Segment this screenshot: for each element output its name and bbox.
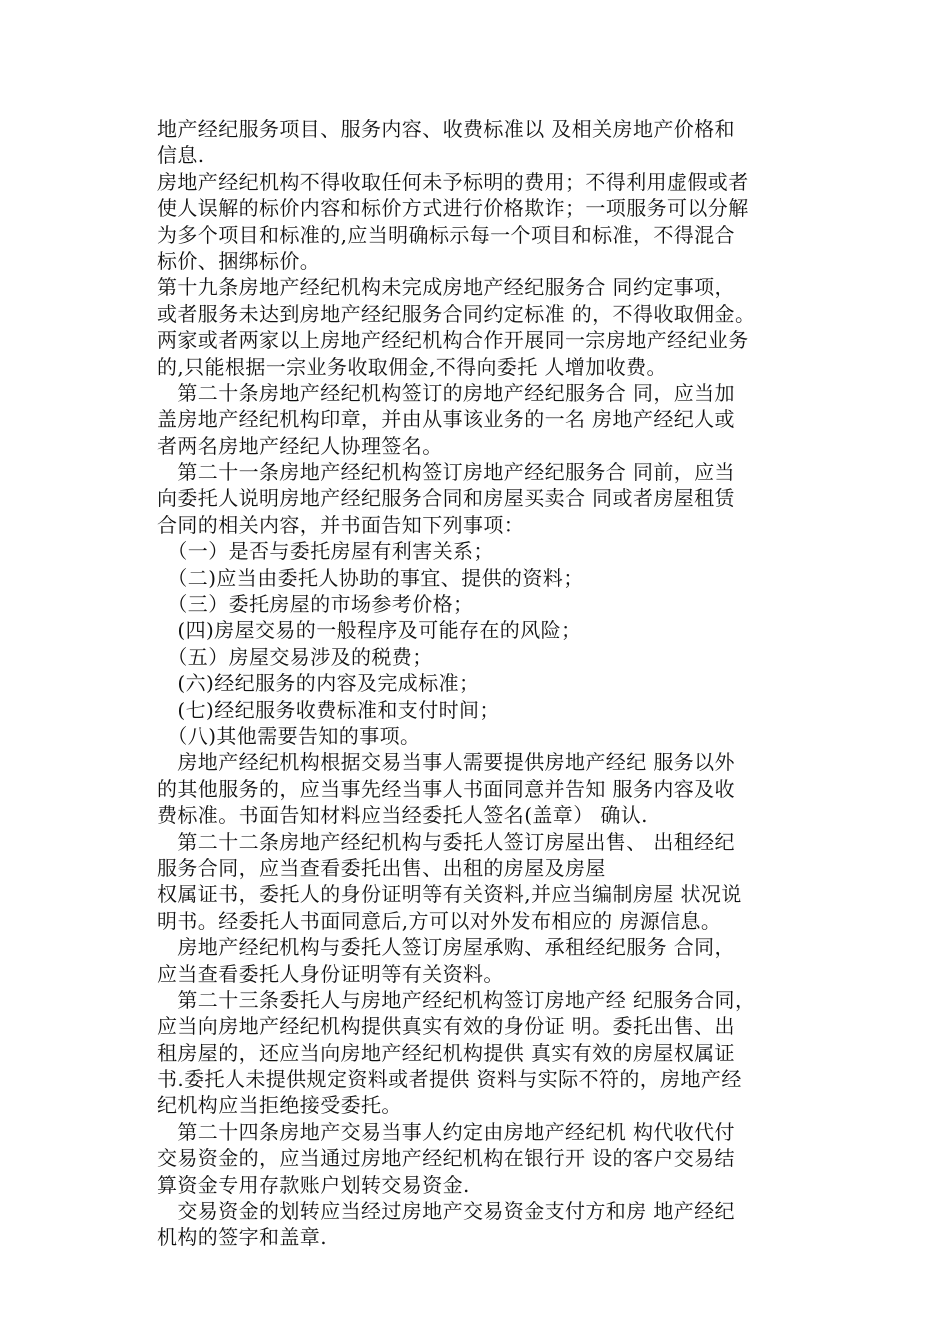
text-line: 的其他服务的，应当事先经当事人书面同意并告知 服务内容及收 bbox=[157, 776, 735, 801]
text-line: 房地产经纪机构与委托人签订房屋承购、承租经纪服务 合同， bbox=[157, 935, 735, 960]
text-line: 算资金专用存款账户划转交易资金. bbox=[157, 1172, 470, 1197]
text-line: 地产经纪服务项目、服务内容、收费标准以 及相关房地产价格和 bbox=[157, 117, 735, 141]
text-line: 权属证书，委托人的身份证明等有关资料,并应当编制房屋 状况说 bbox=[157, 882, 742, 907]
text-line: （三）委托房屋的市场参考价格； bbox=[157, 592, 474, 617]
text-line: (六)经纪服务的内容及完成标准； bbox=[157, 671, 480, 696]
text-line: 费标准。书面告知材料应当经委托人签名(盖章） 确认. bbox=[157, 803, 648, 828]
text-line: 标价、捆绑标价。 bbox=[157, 248, 321, 273]
text-line: 第二十二条房地产经纪机构与委托人签订房屋出售、 出租经纪 bbox=[157, 829, 735, 854]
text-line: (四)房屋交易的一般程序及可能存在的风险； bbox=[157, 618, 582, 643]
text-line: （二)应当由委托人协助的事宜、提供的资料； bbox=[157, 565, 584, 590]
text-line: 应当查看委托人身份证明等有关资料。 bbox=[157, 961, 504, 986]
text-line: 房地产经纪机构不得收取任何未予标明的费用；不得利用虚假或者 bbox=[157, 169, 749, 194]
text-line: （八)其他需要告知的事项。 bbox=[157, 723, 421, 748]
text-line: 盖房地产经纪机构印章，并由从事该业务的一名 房地产经纪人或 bbox=[157, 407, 735, 432]
text-line: 机构的签字和盖章. bbox=[157, 1225, 327, 1250]
text-line: 信息. bbox=[157, 143, 205, 168]
text-line: 应当向房地产经纪机构提供真实有效的身份证 明。委托出售、出 bbox=[157, 1014, 735, 1039]
text-line: 第二十条房地产经纪机构签订的房地产经纪服务合 同，应当加 bbox=[157, 380, 735, 405]
text-line: 的,只能根据一宗业务收取佣金,不得向委托 人增加收费。 bbox=[157, 354, 667, 379]
document-body bbox=[157, 116, 807, 1251]
text-line: 向委托人说明房地产经纪服务合同和房屋买卖合 同或者房屋租赁 bbox=[157, 486, 735, 511]
text-line: 交易资金的，应当通过房地产经纪机构在银行开 设的客户交易结 bbox=[157, 1146, 735, 1171]
text-line: （一）是否与委托房屋有利害关系； bbox=[157, 539, 494, 564]
text-line: 服务合同，应当查看委托出售、出租的房屋及房屋 bbox=[157, 855, 606, 880]
text-line: 明书。经委托人书面同意后,方可以对外发布相应的 房源信息。 bbox=[157, 908, 722, 933]
text-line: 书.委托人未提供规定资料或者提供 资料与实际不符的，房地产经 bbox=[157, 1067, 742, 1092]
text-line: 者两名房地产经纪人协理签名。 bbox=[157, 433, 443, 458]
text-line: 纪机构应当拒绝接受委托。 bbox=[157, 1093, 402, 1118]
text-line: 为多个项目和标准的,应当明确标示每一个项目和标准，不得混合 bbox=[157, 222, 735, 247]
text-line: 或者服务未达到房地产经纪服务合同约定标准 的，不得收取佣金。 bbox=[157, 301, 756, 326]
text-line: 使人误解的标价内容和标价方式进行价格欺诈；一项服务可以分解 bbox=[157, 196, 749, 221]
text-line: 第二十一条房地产经纪机构签订房地产经纪服务合 同前，应当 bbox=[157, 460, 735, 485]
text-line: (七)经纪服务收费标准和支付时间； bbox=[157, 697, 500, 722]
text-line: 房地产经纪机构根据交易当事人需要提供房地产经纪 服务以外 bbox=[157, 750, 735, 775]
text-line: 两家或者两家以上房地产经纪机构合作开展同一宗房地产经纪业务 bbox=[157, 328, 749, 353]
text-line: 交易资金的划转应当经过房地产交易资金支付方和房 地产经纪 bbox=[157, 1199, 735, 1224]
text-line: 第二十三条委托人与房地产经纪机构签订房地产经 纪服务合同， bbox=[157, 987, 756, 1012]
text-line: 合同的相关内容，并书面告知下列事项： bbox=[157, 512, 525, 537]
text-line: 租房屋的，还应当向房地产经纪机构提供 真实有效的房屋权属证 bbox=[157, 1040, 735, 1065]
text-line: 第十九条房地产经纪机构未完成房地产经纪服务合 同约定事项， bbox=[157, 275, 735, 300]
text-line: （五）房屋交易涉及的税费； bbox=[157, 644, 433, 669]
text-line: 第二十四条房地产交易当事人约定由房地产经纪机 构代收代付 bbox=[157, 1119, 735, 1144]
